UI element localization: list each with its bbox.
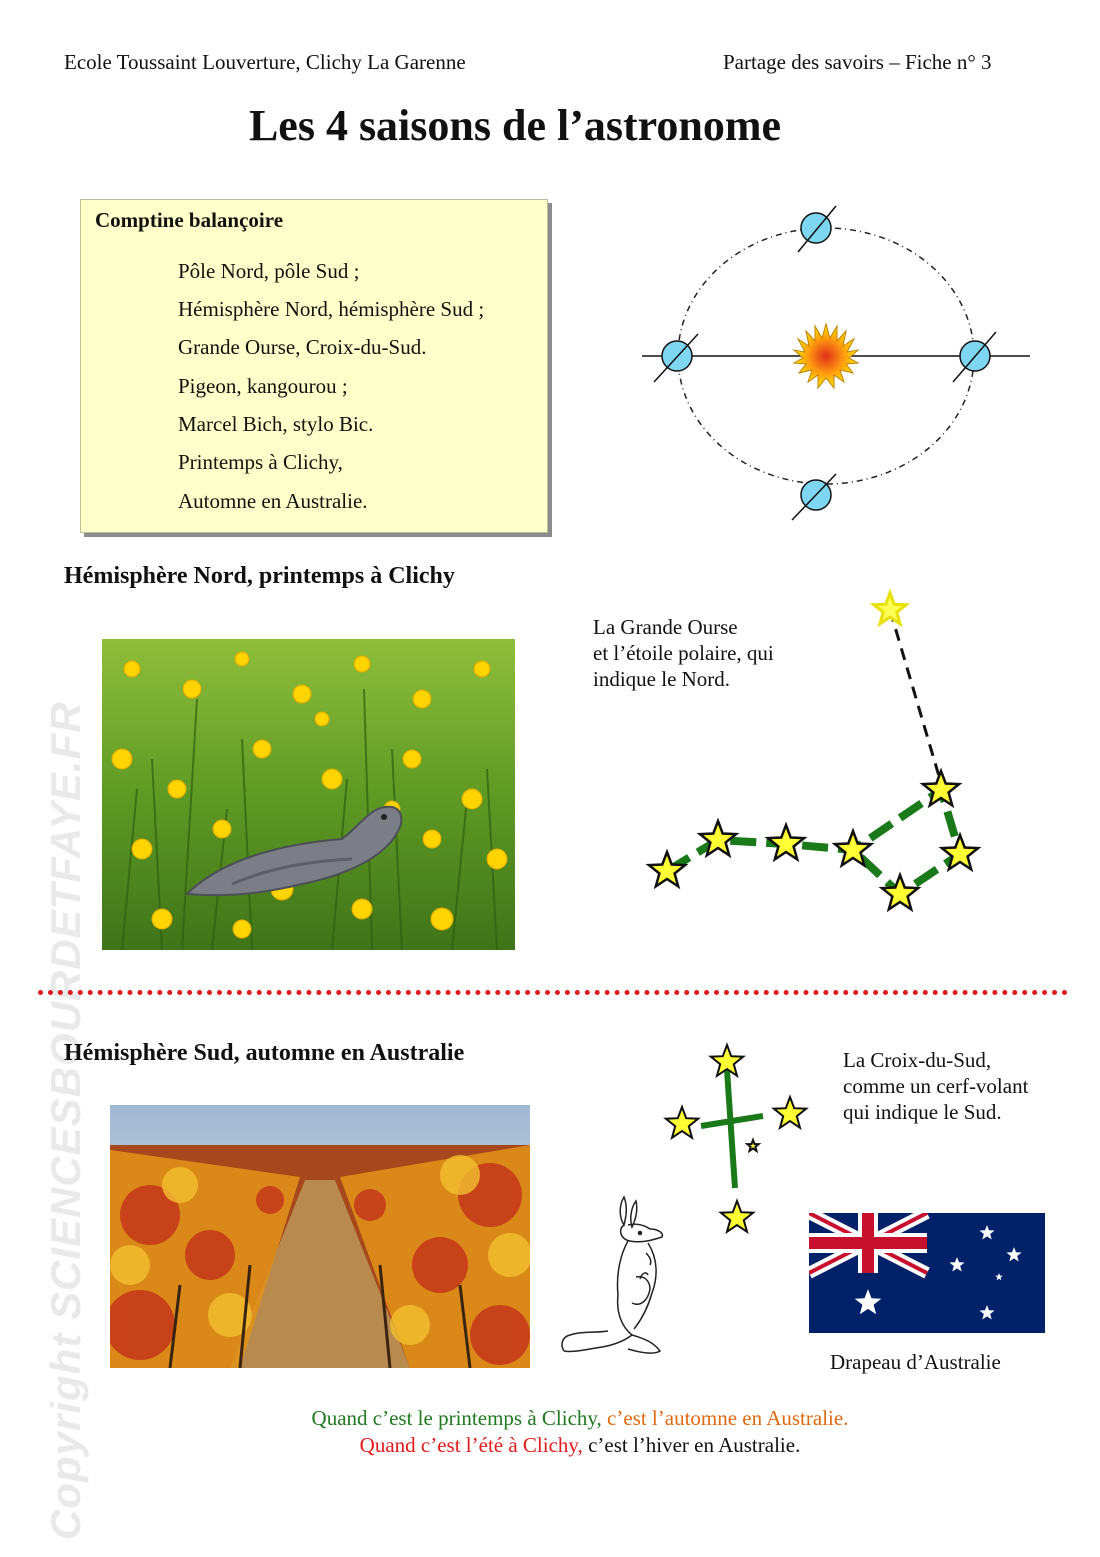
caption-line: La Grande Ourse (593, 615, 738, 639)
poem-line: Printemps à Clichy, (178, 450, 343, 474)
conclusion-spring: Quand c’est le printemps à Clichy, (311, 1406, 602, 1430)
poem-title: Comptine balançoire (95, 208, 284, 232)
poem-line: Grande Ourse, Croix-du-Sud. (178, 335, 427, 359)
south-heading: Hémisphère Sud, automne en Australie (64, 1040, 465, 1066)
poem-line: Pigeon, kangourou ; (178, 374, 348, 398)
union-jack (809, 1213, 927, 1273)
conclusion-summer: Quand c’est l’été à Clichy, (359, 1433, 583, 1457)
poem-line: Pôle Nord, pôle Sud ; (178, 259, 360, 283)
conclusion (0, 1405, 1100, 1459)
poem-line: Marcel Bich, stylo Bic. (178, 412, 374, 436)
polaris-star (874, 593, 906, 624)
star-icon (874, 593, 906, 624)
kangaroo-icon (562, 1197, 662, 1353)
earth-icon (953, 332, 996, 382)
caption-line: et l’étoile polaire, qui (593, 641, 774, 665)
page-title: Les 4 saisons de l’astronome (248, 101, 782, 150)
star-icon (882, 875, 918, 909)
australian-flag (809, 1213, 1045, 1333)
southern-cross-caption (843, 1047, 1028, 1125)
star-icon (768, 825, 804, 859)
star-icon (747, 1140, 758, 1151)
polaris-pointer-line (890, 610, 941, 783)
poem-line: Automne en Australie. (178, 489, 368, 513)
earth-icon (798, 206, 836, 252)
school-header: Ecole Toussaint Louverture, Clichy La Garenne (64, 50, 466, 74)
series-header: Partage des savoirs – Fiche n° 3 (723, 50, 992, 74)
caption-line: qui indique le Sud. (843, 1100, 1002, 1124)
southern-cross-diagram (655, 1040, 815, 1240)
caption-line: indique le Nord. (593, 667, 731, 691)
star-icon (666, 1107, 698, 1138)
conclusion-autumn: c’est l’automne en Australie. (607, 1406, 849, 1430)
southern-cross-stars (666, 1045, 806, 1232)
poem-line: Hémisphère Nord, hémisphère Sud ; (178, 297, 485, 321)
caption-line: La Croix-du-Sud, (843, 1048, 992, 1072)
sun-icon (794, 324, 858, 388)
vineyard-photo (110, 1105, 530, 1368)
star-icon (774, 1097, 806, 1128)
earth-icon (792, 474, 836, 520)
star-icon (649, 852, 685, 886)
section-divider (38, 990, 1068, 995)
copyright-watermark: Copyright SCIENCESBOURDETFAYE.FR (42, 701, 89, 1540)
star-icon (721, 1201, 753, 1232)
big-dipper-stars (649, 771, 978, 909)
earth-icon (654, 334, 698, 382)
poem-box (80, 199, 548, 533)
kangaroo-drawing (558, 1195, 673, 1360)
big-dipper-diagram (640, 588, 990, 918)
conclusion-winter: c’est l’hiver en Australie. (588, 1433, 801, 1457)
flag-caption: Drapeau d’Australie (830, 1350, 1001, 1374)
caption-line: comme un cerf-volant (843, 1074, 1029, 1098)
earth-orbit-diagram (640, 200, 1032, 525)
north-heading: Hémisphère Nord, printemps à Clichy (64, 563, 455, 589)
southern-cross-lines (701, 1070, 763, 1188)
pigeon-photo (102, 639, 515, 950)
